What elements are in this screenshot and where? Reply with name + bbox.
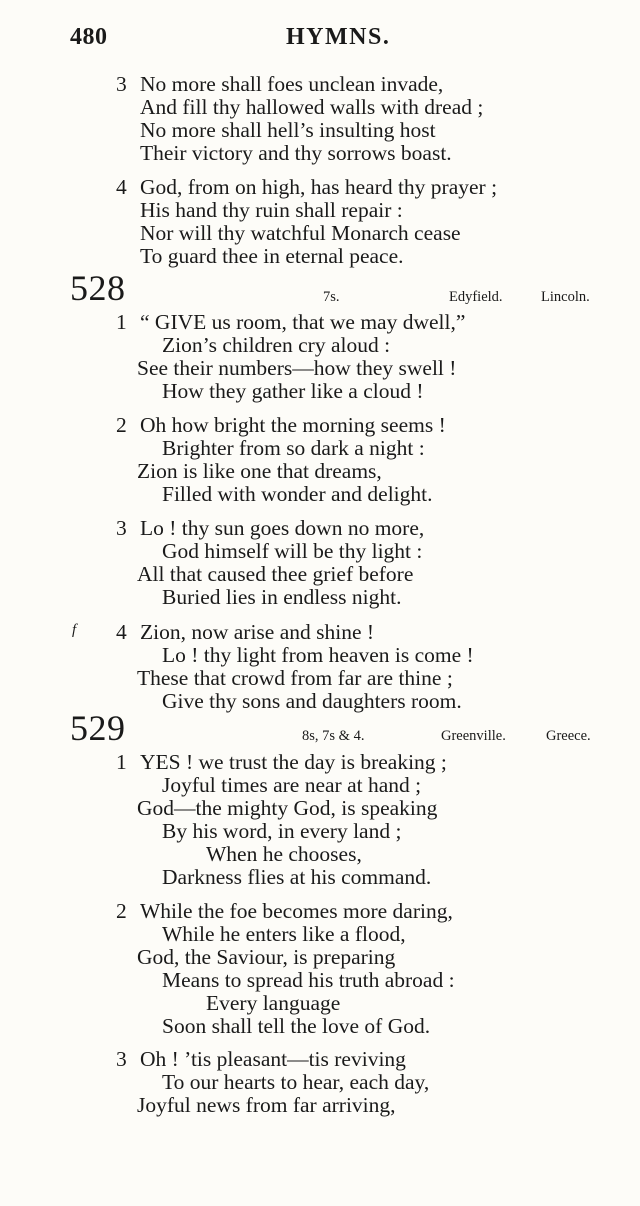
verse-line: To our hearts to hear, each day, xyxy=(162,1070,430,1094)
tune-name: Lincoln. xyxy=(541,289,590,305)
tune-name: Edyfield. xyxy=(449,289,503,305)
tune-name: Greenville. xyxy=(441,728,506,744)
running-title: HYMNS. xyxy=(286,24,391,50)
verse-line: While the foe becomes more daring, xyxy=(140,899,453,923)
verse-number: 3 xyxy=(116,72,127,96)
verse-line: His hand thy ruin shall repair : xyxy=(140,198,403,222)
verse-number: 3 xyxy=(116,516,127,540)
verse-line: Lo ! thy sun goes down no more, xyxy=(140,516,425,540)
verse-line: Filled with wonder and delight. xyxy=(162,482,433,506)
verse-line: All that caused thee grief before xyxy=(137,562,414,586)
verse-line: While he enters like a flood, xyxy=(162,922,406,946)
verse-line: Oh how bright the morning seems ! xyxy=(140,413,446,437)
tune-name: Greece. xyxy=(546,728,591,744)
hymn-meter: 7s. xyxy=(323,289,340,305)
verse-line: Brighter from so dark a night : xyxy=(162,436,425,460)
verse-line: “ GIVE us room, that we may dwell,” xyxy=(140,310,466,334)
verse-line: Joyful news from far arriving, xyxy=(137,1093,396,1117)
verse-number: 1 xyxy=(116,750,127,774)
verse-line: No more shall hell’s insulting host xyxy=(140,118,436,142)
verse-line: Nor will thy watchful Monarch cease xyxy=(140,221,461,245)
verse-line: Buried lies in endless night. xyxy=(162,585,402,609)
hymn-meter: 8s, 7s & 4. xyxy=(302,728,365,744)
verse-line: Joyful times are near at hand ; xyxy=(162,773,422,797)
verse-line: Oh ! ’tis pleasant—tis reviving xyxy=(140,1047,406,1071)
verse-line: See their numbers—how they swell ! xyxy=(137,356,457,380)
verse-line: To guard thee in eternal peace. xyxy=(140,244,404,268)
verse-line: How they gather like a cloud ! xyxy=(162,379,424,403)
verse-line: These that crowd from far are thine ; xyxy=(137,666,453,690)
verse-line: Every language xyxy=(206,991,341,1015)
verse-number: 4 xyxy=(116,175,127,199)
verse-line: Zion, now arise and shine ! xyxy=(140,620,375,644)
dynamic-mark: f xyxy=(72,622,77,638)
verse-number: 1 xyxy=(116,310,127,334)
verse-line: Means to spread his truth abroad : xyxy=(162,968,455,992)
verse-line: Give thy sons and daughters room. xyxy=(162,689,462,713)
verse-number: 3 xyxy=(116,1047,127,1071)
verse-line: God—the mighty God, is speaking xyxy=(137,796,438,820)
verse-line: When he chooses, xyxy=(206,842,362,866)
page-number: 480 xyxy=(70,24,108,50)
page-header xyxy=(70,24,610,54)
verse-number: 2 xyxy=(116,899,127,923)
verse-number: 2 xyxy=(116,413,127,437)
verse-line: Darkness flies at his command. xyxy=(162,865,432,889)
verse-line: God, the Saviour, is preparing xyxy=(137,945,396,969)
verse-line: Zion is like one that dreams, xyxy=(137,459,382,483)
verse-line: Zion’s children cry aloud : xyxy=(162,333,391,357)
verse-line: Soon shall tell the love of God. xyxy=(162,1014,431,1038)
verse-line: By his word, in every land ; xyxy=(162,819,402,843)
verse-line: YES ! we trust the day is breaking ; xyxy=(140,750,447,774)
hymn-number: 528 xyxy=(70,268,126,308)
verse-line: God, from on high, has heard thy prayer ; xyxy=(140,175,498,199)
verse-line: God himself will be thy light : xyxy=(162,539,423,563)
verse-line: No more shall foes unclean invade, xyxy=(140,72,444,96)
verse-line: Their victory and thy sorrows boast. xyxy=(140,141,452,165)
verse-line: And fill thy hallowed walls with dread ; xyxy=(140,95,484,119)
verse-number: 4 xyxy=(116,620,127,644)
verse-line: Lo ! thy light from heaven is come ! xyxy=(162,643,474,667)
hymn-number: 529 xyxy=(70,708,126,748)
